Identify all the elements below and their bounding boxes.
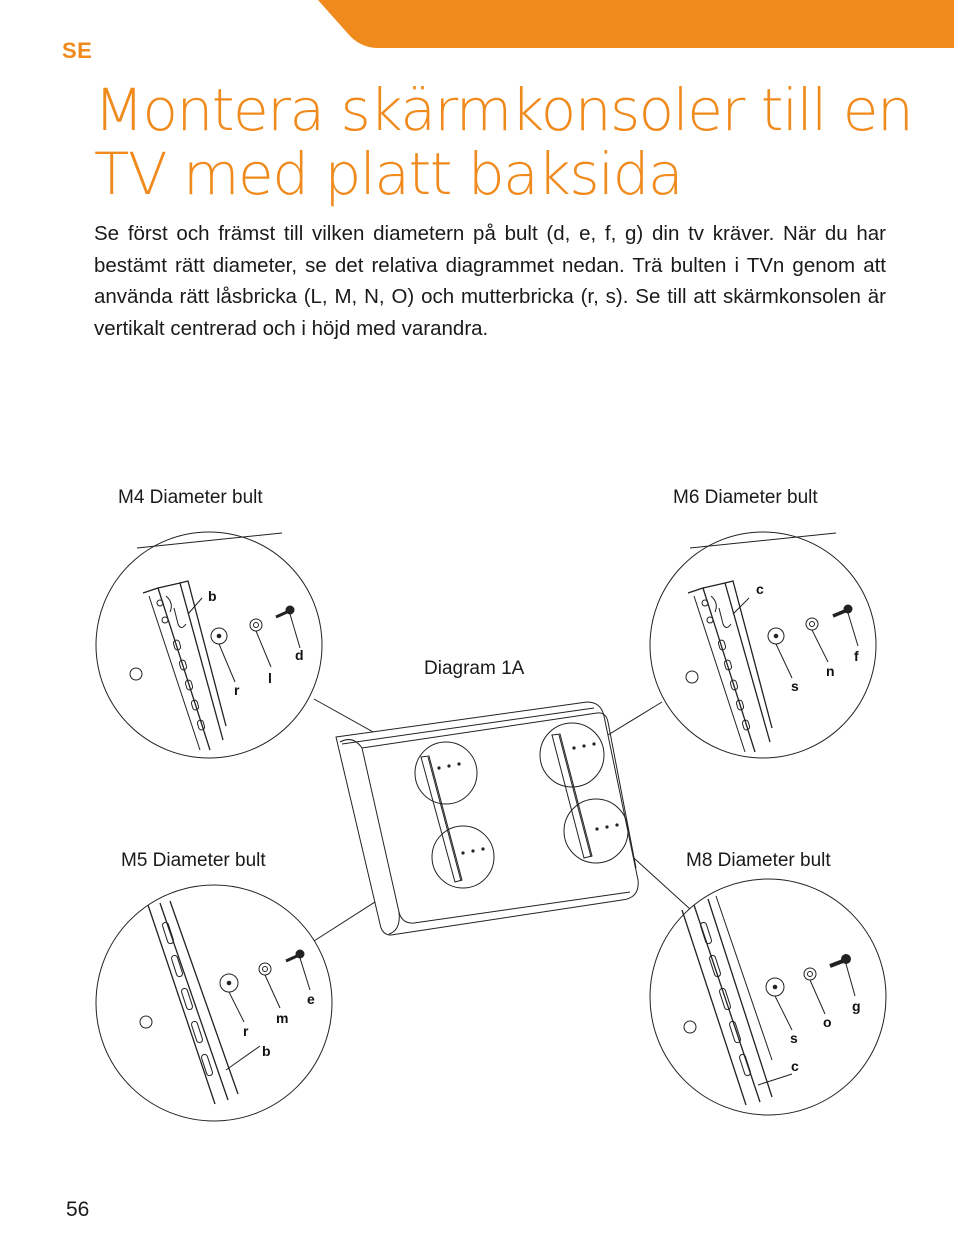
m4-letter-bracket: b	[208, 588, 217, 604]
m8-letter-lock: o	[823, 1014, 832, 1030]
page-title: Montera skärmkonsoler till en TV med platt baksida	[94, 76, 913, 208]
m8-letter-bolt: g	[852, 998, 861, 1014]
m5-letter-bolt: e	[307, 991, 315, 1007]
m6-letter-bracket: c	[756, 581, 764, 597]
diagram-label: Diagram 1A	[424, 658, 525, 679]
tv-back-panel	[336, 702, 638, 935]
m8-letter-bracket: c	[791, 1058, 799, 1074]
m6-callout	[650, 532, 876, 758]
m5-letter-lock: m	[276, 1010, 289, 1026]
m5-callout	[96, 885, 332, 1121]
m6-letter-lock: n	[826, 663, 835, 679]
m4-letter-washer: r	[234, 682, 240, 698]
m6-letter-washer: s	[791, 678, 799, 694]
m6-callout-title: M6 Diameter bult	[673, 487, 818, 508]
m4-letter-lock: l	[268, 670, 272, 686]
m4-callout	[96, 532, 322, 758]
m5-letter-washer: r	[243, 1023, 249, 1039]
page-number: 56	[66, 1198, 90, 1221]
m6-letter-bolt: f	[854, 648, 859, 664]
m5-letter-bracket: b	[262, 1043, 271, 1059]
m8-callout	[650, 879, 886, 1115]
m5-callout-title: M5 Diameter bult	[121, 850, 266, 871]
m8-callout-title: M8 Diameter bult	[686, 850, 831, 871]
m4-letter-bolt: d	[295, 647, 304, 663]
intro-paragraph: Se först och främst till vilken diametern på bult (d, e, f, g) din tv kräver. När du har bestämt rätt diameter, se det relativa diagrammet nedan. Trä bulten i TVn genom att använda rätt låsbricka (L, M, N, O) och mutterbricka (r, s). Se till att skärmkonsolen är vertikalt centrerad och i höjd med varandra.	[94, 222, 886, 340]
m8-letter-washer: s	[790, 1030, 798, 1046]
m4-callout-title: M4 Diameter bult	[118, 487, 263, 508]
language-code: SE	[62, 38, 93, 63]
